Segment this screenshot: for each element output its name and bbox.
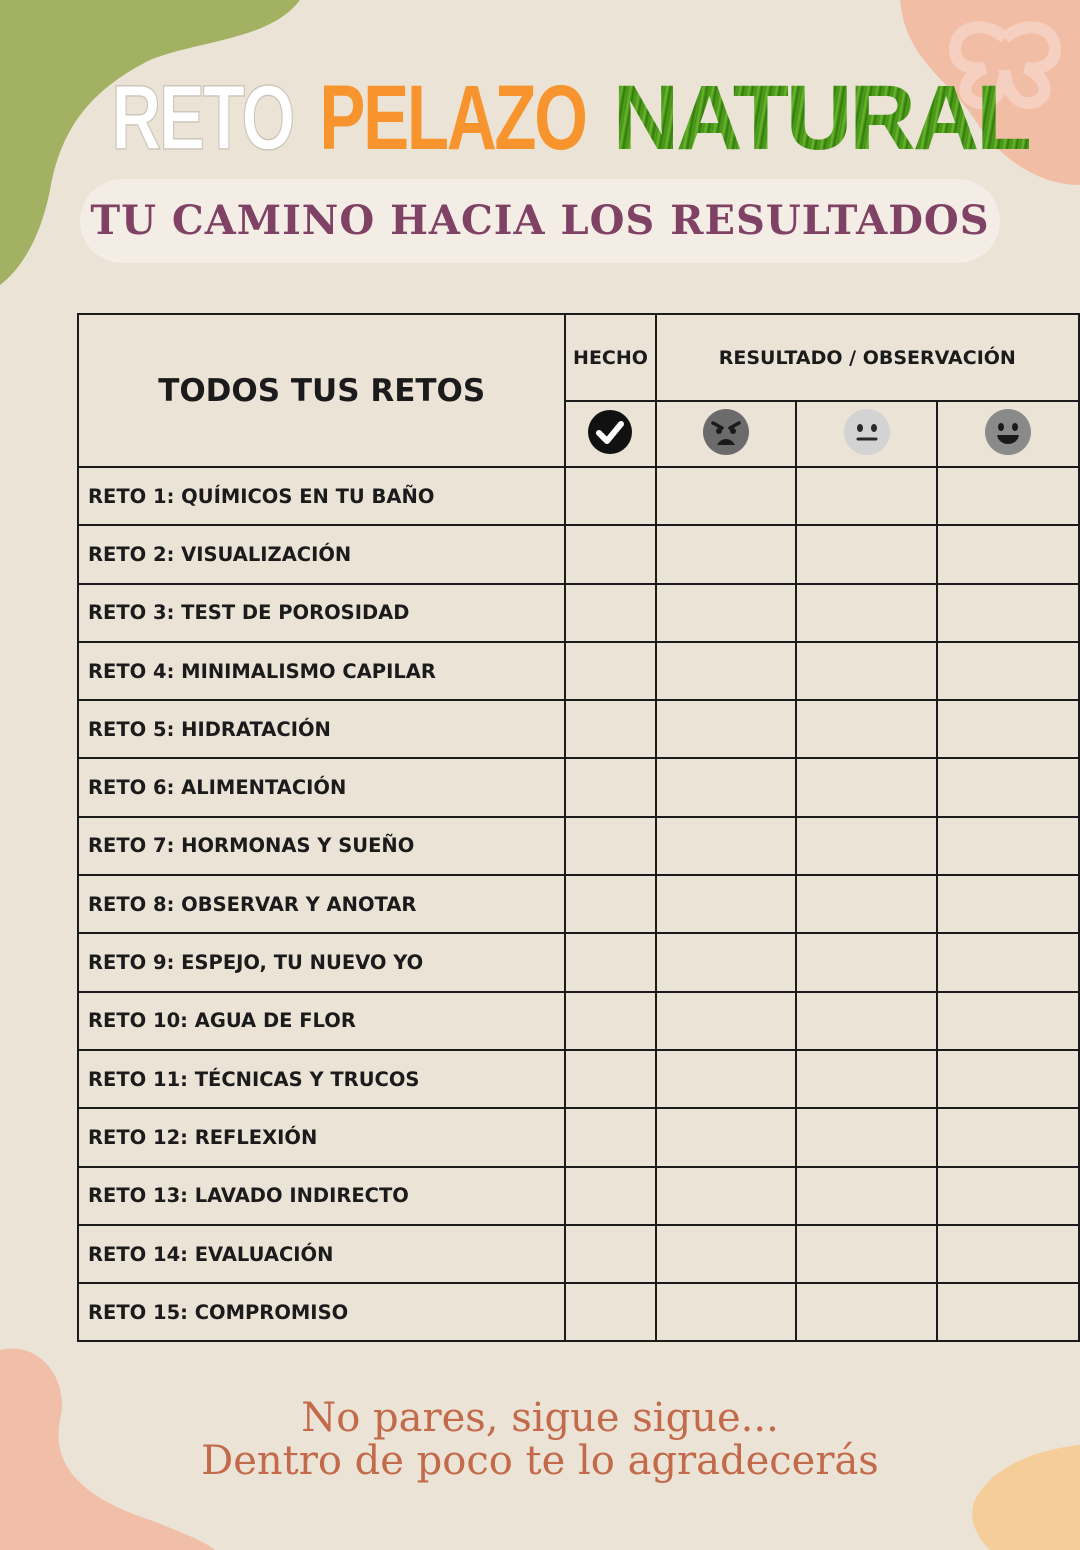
- challenge-label: RETO 8: OBSERVAR Y ANOTAR: [78, 875, 565, 933]
- angry-result-cell[interactable]: [656, 1283, 797, 1341]
- happy-result-cell[interactable]: [937, 875, 1079, 933]
- angry-result-cell[interactable]: [656, 525, 797, 583]
- table-row: [78, 1283, 1079, 1341]
- challenge-label: RETO 15: COMPROMISO: [78, 1283, 565, 1341]
- angry-result-cell[interactable]: [656, 700, 797, 758]
- neutral-result-cell[interactable]: [796, 700, 937, 758]
- neutral-result-cell[interactable]: [796, 817, 937, 875]
- table-row: [78, 642, 1079, 700]
- done-cell[interactable]: [565, 1283, 655, 1341]
- happy-result-cell[interactable]: [937, 700, 1079, 758]
- table-row: [78, 584, 1079, 642]
- title-part-3: NATURAL: [612, 67, 1030, 169]
- done-cell[interactable]: [565, 525, 655, 583]
- subtitle-banner: [80, 179, 1000, 263]
- table-row: [78, 525, 1079, 583]
- neutral-result-cell[interactable]: [796, 1225, 937, 1283]
- neutral-result-cell[interactable]: [796, 1108, 937, 1166]
- table-row: [78, 1108, 1079, 1166]
- done-cell[interactable]: [565, 642, 655, 700]
- done-cell[interactable]: [565, 758, 655, 816]
- happy-result-cell[interactable]: [937, 1283, 1079, 1341]
- neutral-face-icon: [842, 407, 892, 457]
- happy-result-cell[interactable]: [937, 467, 1079, 525]
- happy-icon-cell: [937, 401, 1079, 467]
- challenge-label: RETO 13: LAVADO INDIRECTO: [78, 1167, 565, 1225]
- challenge-label: RETO 4: MINIMALISMO CAPILAR: [78, 642, 565, 700]
- table-row: [78, 1050, 1079, 1108]
- done-cell[interactable]: [565, 700, 655, 758]
- neutral-result-cell[interactable]: [796, 933, 937, 991]
- happy-result-cell[interactable]: [937, 992, 1079, 1050]
- neutral-result-cell[interactable]: [796, 525, 937, 583]
- angry-result-cell[interactable]: [656, 817, 797, 875]
- challenge-table: [77, 313, 1080, 1342]
- challenge-label: RETO 11: TÉCNICAS Y TRUCOS: [78, 1050, 565, 1108]
- table-row: [78, 875, 1079, 933]
- page-title: [0, 68, 1080, 168]
- done-cell[interactable]: [565, 1108, 655, 1166]
- neutral-result-cell[interactable]: [796, 467, 937, 525]
- happy-result-cell[interactable]: [937, 1108, 1079, 1166]
- table-row: [78, 1225, 1079, 1283]
- happy-result-cell[interactable]: [937, 1167, 1079, 1225]
- angry-result-cell[interactable]: [656, 1167, 797, 1225]
- angry-result-cell[interactable]: [656, 933, 797, 991]
- challenge-label: RETO 12: REFLEXIÓN: [78, 1108, 565, 1166]
- neutral-result-cell[interactable]: [796, 875, 937, 933]
- neutral-result-cell[interactable]: [796, 758, 937, 816]
- happy-result-cell[interactable]: [937, 933, 1079, 991]
- check-icon: [586, 408, 634, 456]
- table-row: [78, 1167, 1079, 1225]
- done-cell[interactable]: [565, 875, 655, 933]
- table-row: [78, 758, 1079, 816]
- subtitle: TU CAMINO HACIA LOS RESULTADOS: [90, 197, 990, 244]
- done-cell[interactable]: [565, 933, 655, 991]
- angry-result-cell[interactable]: [656, 584, 797, 642]
- title-part-1: RETO: [111, 67, 293, 169]
- angry-result-cell[interactable]: [656, 1225, 797, 1283]
- challenge-label: RETO 7: HORMONAS Y SUEÑO: [78, 817, 565, 875]
- header-all-challenges: TODOS TUS RETOS: [78, 314, 565, 467]
- done-cell[interactable]: [565, 817, 655, 875]
- done-cell[interactable]: [565, 467, 655, 525]
- neutral-result-cell[interactable]: [796, 1050, 937, 1108]
- happy-face-icon: [983, 407, 1033, 457]
- challenge-label: RETO 6: ALIMENTACIÓN: [78, 758, 565, 816]
- neutral-result-cell[interactable]: [796, 1167, 937, 1225]
- happy-result-cell[interactable]: [937, 758, 1079, 816]
- table-row: [78, 933, 1079, 991]
- challenge-label: RETO 14: EVALUACIÓN: [78, 1225, 565, 1283]
- angry-icon-cell: [656, 401, 797, 467]
- done-icon-cell: [565, 401, 655, 467]
- done-cell[interactable]: [565, 1167, 655, 1225]
- neutral-result-cell[interactable]: [796, 1283, 937, 1341]
- happy-result-cell[interactable]: [937, 642, 1079, 700]
- footer-line-1: No pares, sigue sigue...: [301, 1395, 779, 1441]
- neutral-result-cell[interactable]: [796, 642, 937, 700]
- table-row: [78, 992, 1079, 1050]
- angry-result-cell[interactable]: [656, 875, 797, 933]
- happy-result-cell[interactable]: [937, 584, 1079, 642]
- table-row: [78, 700, 1079, 758]
- header-result: RESULTADO / OBSERVACIÓN: [656, 314, 1079, 401]
- footer-line-2: Dentro de poco te lo agradecerás: [201, 1438, 879, 1484]
- table-row: [78, 467, 1079, 525]
- happy-result-cell[interactable]: [937, 817, 1079, 875]
- table-row: [78, 817, 1079, 875]
- happy-result-cell[interactable]: [937, 525, 1079, 583]
- neutral-icon-cell: [796, 401, 937, 467]
- done-cell[interactable]: [565, 992, 655, 1050]
- done-cell[interactable]: [565, 1050, 655, 1108]
- angry-result-cell[interactable]: [656, 992, 797, 1050]
- done-cell[interactable]: [565, 1225, 655, 1283]
- neutral-result-cell[interactable]: [796, 992, 937, 1050]
- challenge-label: RETO 10: AGUA DE FLOR: [78, 992, 565, 1050]
- challenge-label: RETO 5: HIDRATACIÓN: [78, 700, 565, 758]
- challenge-label: RETO 3: TEST DE POROSIDAD: [78, 584, 565, 642]
- happy-result-cell[interactable]: [937, 1050, 1079, 1108]
- angry-result-cell[interactable]: [656, 758, 797, 816]
- title-part-2: PELAZO: [319, 67, 586, 169]
- angry-face-icon: [701, 407, 751, 457]
- challenge-label: RETO 2: VISUALIZACIÓN: [78, 525, 565, 583]
- neutral-result-cell[interactable]: [796, 584, 937, 642]
- challenge-label: RETO 9: ESPEJO, TU NUEVO YO: [78, 933, 565, 991]
- angry-result-cell[interactable]: [656, 642, 797, 700]
- angry-result-cell[interactable]: [656, 1050, 797, 1108]
- header-done: HECHO: [565, 314, 655, 401]
- challenge-label: RETO 1: QUÍMICOS EN TU BAÑO: [78, 467, 565, 525]
- angry-result-cell[interactable]: [656, 467, 797, 525]
- done-cell[interactable]: [565, 584, 655, 642]
- happy-result-cell[interactable]: [937, 1225, 1079, 1283]
- angry-result-cell[interactable]: [656, 1108, 797, 1166]
